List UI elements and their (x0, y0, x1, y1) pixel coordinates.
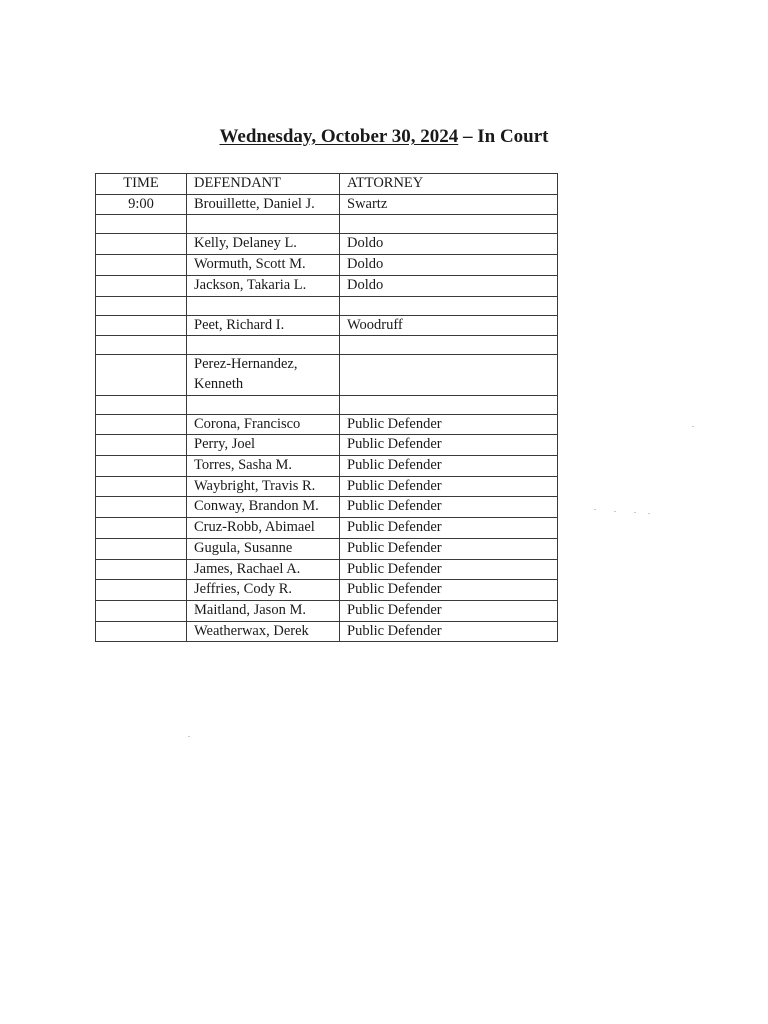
table-row (96, 234, 558, 255)
time-cell (96, 497, 187, 518)
time-cell (96, 255, 187, 276)
attorney-cell: Public Defender (340, 497, 558, 518)
time-cell (96, 355, 187, 395)
spacer-row (96, 215, 558, 234)
time-cell (96, 518, 187, 539)
defendant-cell: Brouillette, Daniel J. (187, 194, 340, 215)
table-row (96, 476, 558, 497)
empty-cell (340, 395, 558, 414)
time-cell (96, 234, 187, 255)
table-row (96, 414, 558, 435)
attorney-cell: Doldo (340, 234, 558, 255)
table-row (96, 621, 558, 642)
empty-cell (187, 336, 340, 355)
defendant-cell: Wormuth, Scott M. (187, 255, 340, 276)
defendant-cell: Maitland, Jason M. (187, 600, 340, 621)
empty-cell (340, 296, 558, 315)
header-attorney: ATTORNEY (340, 174, 558, 195)
time-cell (96, 559, 187, 580)
defendant-cell: Jeffries, Cody R. (187, 580, 340, 601)
defendant-cell: Torres, Sasha M. (187, 456, 340, 477)
table-row (96, 559, 558, 580)
attorney-cell (340, 355, 558, 395)
time-cell: 9:00 (96, 194, 187, 215)
attorney-cell: Public Defender (340, 435, 558, 456)
table-row (96, 355, 558, 395)
scan-speck (188, 736, 190, 737)
table-header-row (96, 174, 558, 195)
table-row (96, 456, 558, 477)
table-row (96, 275, 558, 296)
empty-cell (96, 215, 187, 234)
attorney-cell: Public Defender (340, 456, 558, 477)
time-cell (96, 476, 187, 497)
empty-cell (187, 215, 340, 234)
table-body (96, 194, 558, 642)
table-row (96, 580, 558, 601)
defendant-cell: Peet, Richard I. (187, 315, 340, 336)
defendant-cell: Cruz-Robb, Abimael (187, 518, 340, 539)
empty-cell (96, 336, 187, 355)
defendant-cell: Kelly, Delaney L. (187, 234, 340, 255)
empty-cell (340, 336, 558, 355)
empty-cell (96, 395, 187, 414)
attorney-cell: Public Defender (340, 559, 558, 580)
empty-cell (340, 215, 558, 234)
defendant-cell: Weatherwax, Derek (187, 621, 340, 642)
spacer-row (96, 395, 558, 414)
time-cell (96, 275, 187, 296)
attorney-cell: Doldo (340, 275, 558, 296)
defendant-cell: Waybright, Travis R. (187, 476, 340, 497)
table-row (96, 435, 558, 456)
scan-speck (594, 509, 596, 510)
attorney-cell: Public Defender (340, 580, 558, 601)
time-cell (96, 621, 187, 642)
attorney-cell: Swartz (340, 194, 558, 215)
table-row (96, 194, 558, 215)
defendant-cell: Jackson, Takaria L. (187, 275, 340, 296)
defendant-cell: Conway, Brandon M. (187, 497, 340, 518)
time-cell (96, 456, 187, 477)
empty-cell (187, 296, 340, 315)
empty-cell (187, 395, 340, 414)
title-date: Wednesday, October 30, 2024 (219, 126, 459, 147)
attorney-cell: Doldo (340, 255, 558, 276)
attorney-cell: Public Defender (340, 518, 558, 539)
table-row (96, 518, 558, 539)
time-cell (96, 600, 187, 621)
scan-speck (692, 426, 694, 427)
empty-cell (96, 296, 187, 315)
table-row (96, 315, 558, 336)
defendant-cell: James, Rachael A. (187, 559, 340, 580)
table-row (96, 497, 558, 518)
table-row (96, 600, 558, 621)
scan-speck (634, 512, 636, 513)
attorney-cell: Public Defender (340, 621, 558, 642)
table-row (96, 538, 558, 559)
time-cell (96, 315, 187, 336)
defendant-cell: Corona, Francisco (187, 414, 340, 435)
spacer-row (96, 336, 558, 355)
spacer-row (96, 296, 558, 315)
table-row (96, 255, 558, 276)
page-title (0, 124, 768, 150)
title-suffix: – In Court (458, 126, 549, 147)
header-time: TIME (96, 174, 187, 195)
time-cell (96, 414, 187, 435)
scan-speck (614, 511, 616, 512)
time-cell (96, 538, 187, 559)
attorney-cell: Public Defender (340, 600, 558, 621)
defendant-cell: Perez-Hernandez, Kenneth (187, 355, 340, 395)
time-cell (96, 580, 187, 601)
attorney-cell: Public Defender (340, 414, 558, 435)
attorney-cell: Woodruff (340, 315, 558, 336)
scan-speck (648, 513, 650, 514)
court-schedule-table (95, 173, 558, 642)
defendant-cell: Perry, Joel (187, 435, 340, 456)
attorney-cell: Public Defender (340, 476, 558, 497)
defendant-cell: Gugula, Susanne (187, 538, 340, 559)
attorney-cell: Public Defender (340, 538, 558, 559)
time-cell (96, 435, 187, 456)
header-defendant: DEFENDANT (187, 174, 340, 195)
